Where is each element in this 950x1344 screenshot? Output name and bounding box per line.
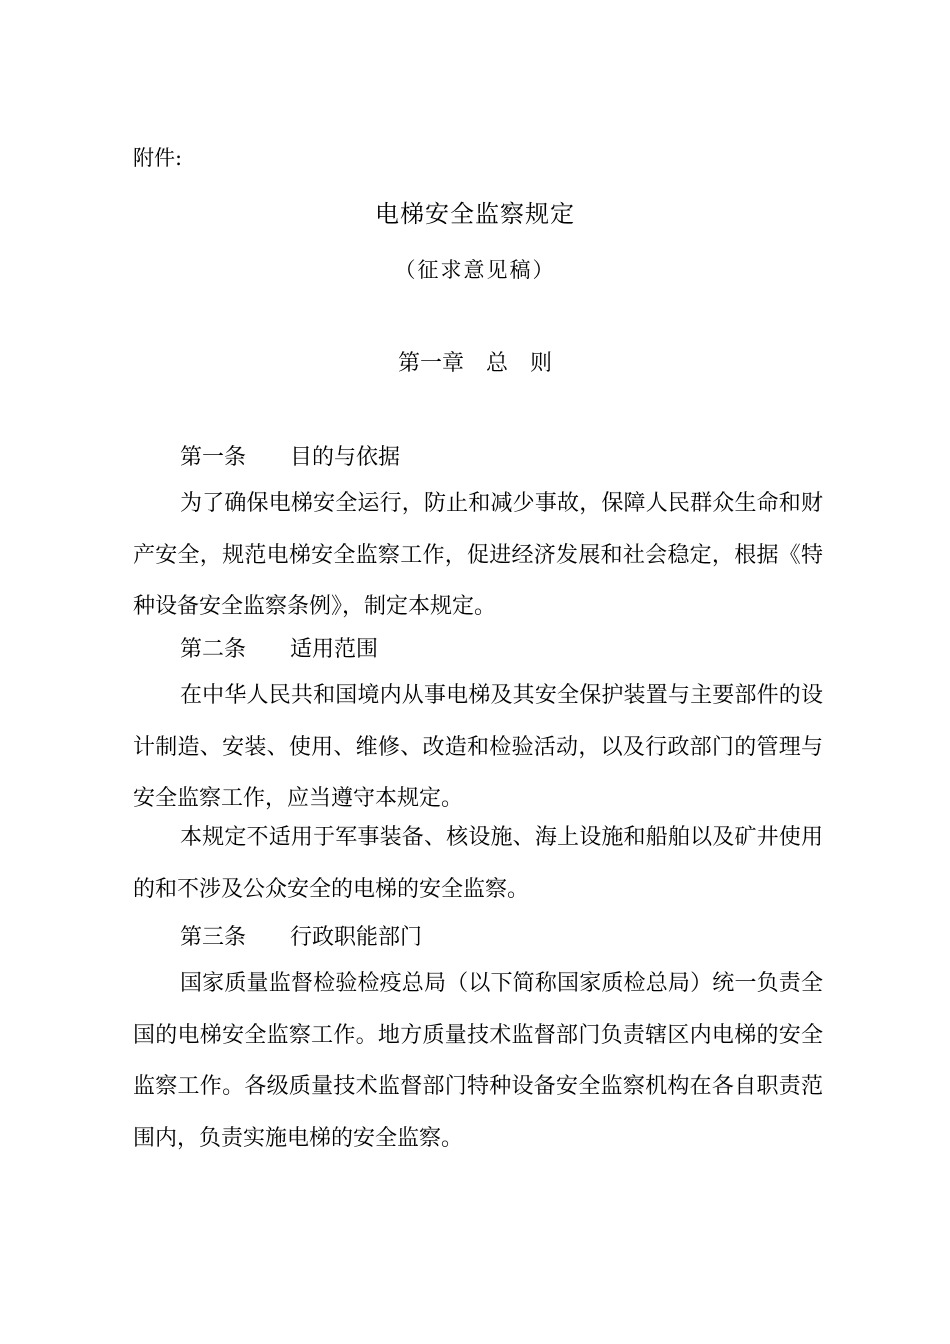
article-2-heading: 第二条 适用范围 <box>180 637 379 662</box>
article-2-paragraph-2: 本规定不适用于军事装备、核设施、海上设施和船舶以及矿井使用的和不涉及公众安全的电梯的安全监察。 <box>133 825 823 902</box>
article-2-paragraph-1: 在中华人民共和国境内从事电梯及其安全保护装置与主要部件的设计制造、安装、使用、维修、改造和检验活动，以及行政部门的管理与安全监察工作，应当遵守本规定。 <box>133 683 823 811</box>
article-3-heading: 第三条 行政职能部门 <box>180 925 423 950</box>
article-1-paragraph: 为了确保电梯安全运行，防止和减少事故，保障人民群众生命和财产安全，规范电梯安全监察工作，促进经济发展和社会稳定，根据《特种设备安全监察条例》，制定本规定。 <box>133 491 823 619</box>
annex-label: 附件: <box>133 146 183 170</box>
document-subtitle: （征求意见稿） <box>394 258 556 282</box>
article-1-heading: 第一条 目的与依据 <box>180 445 401 470</box>
chapter-heading: 第一章 总 则 <box>397 351 552 376</box>
document-title: 电梯安全监察规定 <box>375 200 575 228</box>
article-3-paragraph: 国家质量监督检验检疫总局（以下简称国家质检总局）统一负责全国的电梯安全监察工作。地方质量技术监督部门负责辖区内电梯的安全监察工作。各级质量技术监督部门特种设备安全监察机构在各自职责范围内，负责实施电梯的安全监察。 <box>133 971 823 1151</box>
